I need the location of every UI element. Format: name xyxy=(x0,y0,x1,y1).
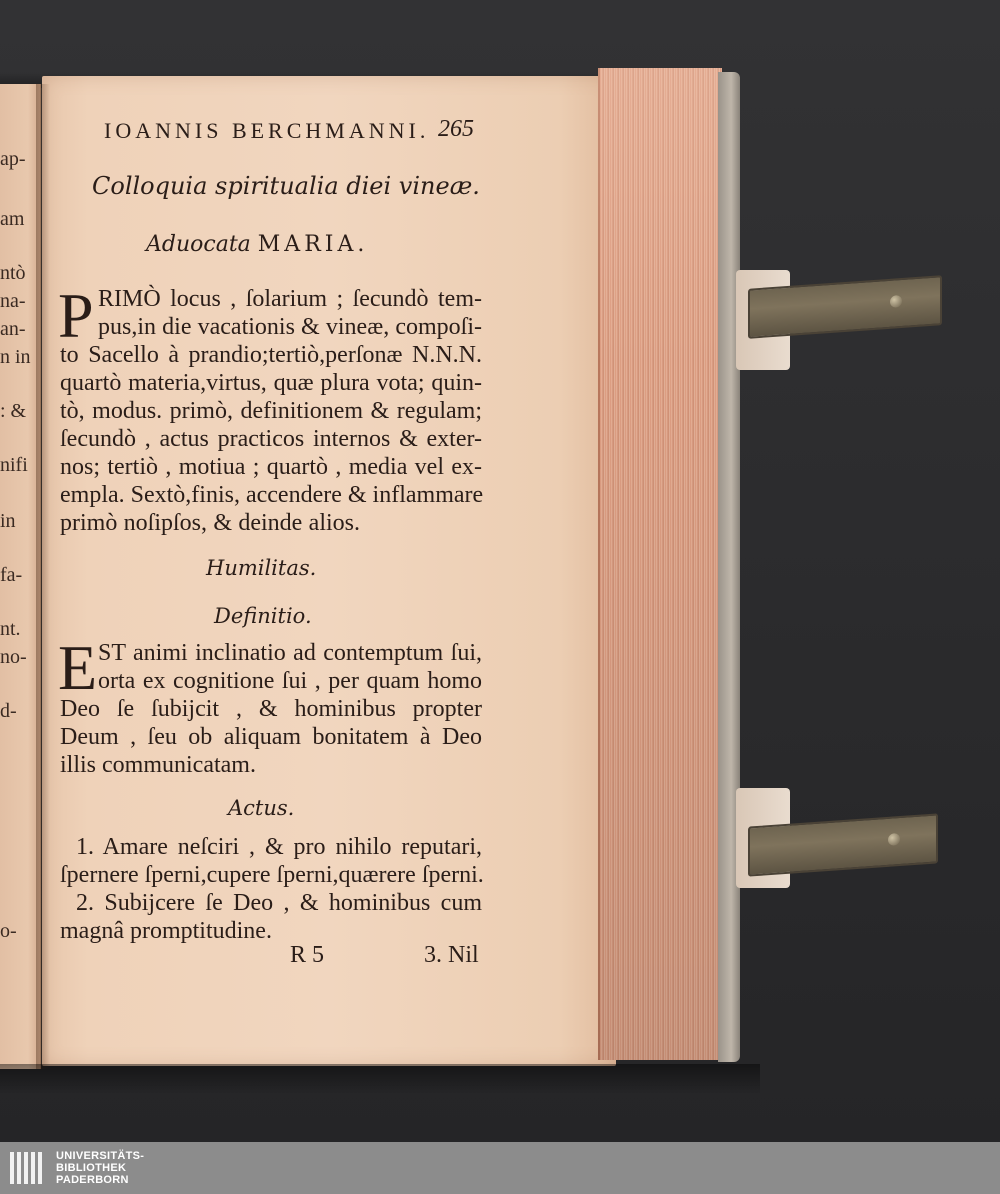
text-line: quartò materia,virtus, quæ plura vota; quin- xyxy=(60,370,482,396)
left-page-fragment: in xyxy=(0,510,16,532)
library-name xyxy=(56,1150,144,1186)
bottom-shadow xyxy=(0,1064,760,1094)
text-line: pus,in die vacationis & vineæ, compoſi- xyxy=(98,314,482,340)
left-page-fragment: nt. xyxy=(0,618,21,640)
left-page-fragment: d- xyxy=(0,700,17,722)
text-line: tò, modus. primò, definitionem & regulam; xyxy=(60,398,482,424)
text-line: Deum , ſeu ob aliquam bonitatem à Deo xyxy=(60,724,482,750)
heading-humilitas: Humilitas. xyxy=(206,556,317,580)
catchword: 3. Nil xyxy=(424,942,479,968)
left-page-fragment: n in xyxy=(0,346,31,368)
page-number: 265 xyxy=(438,116,474,142)
left-page-fragment: ap- xyxy=(0,148,26,170)
left-page-fragment: am xyxy=(0,208,25,230)
left-page-fragment: o- xyxy=(0,920,17,942)
text-line: to Sacello à prandio;tertiò,perſonæ N.N.N. xyxy=(60,342,482,368)
text-line: empla. Sextò,finis, accendere & inflammare xyxy=(60,482,484,508)
text-line: 2. Subijcere ſe Deo , & hominibus cum xyxy=(76,890,482,916)
running-head: IOANNIS BERCHMANNI. xyxy=(104,118,430,143)
text-line: RIMÒ locus , ſolarium ; ſecundò tem- xyxy=(98,286,482,312)
heading-actus: Actus. xyxy=(228,796,295,820)
library-line-1: UNIVERSITÄTS- xyxy=(56,1150,145,1162)
text-line: 1. Amare neſciri , & pro nihilo reputari, xyxy=(76,834,482,860)
left-page-fragment: : & xyxy=(0,400,27,422)
text-line: primò noſipſos, & deinde alios. xyxy=(60,510,360,536)
subtitle xyxy=(146,232,1000,257)
left-page-fragment: fa- xyxy=(0,564,23,586)
left-page-fragment: ntò xyxy=(0,262,26,284)
text-line: orta ex cognitione ſui , per quam homo xyxy=(98,668,482,694)
footer-bar xyxy=(0,1142,1000,1194)
signature-mark: R 5 xyxy=(290,942,325,968)
text-line: Deo ſe ſubijcit , & hominibus propter xyxy=(60,696,482,722)
library-logo-icon xyxy=(10,1152,44,1184)
text-line: illis communicatam. xyxy=(60,752,256,778)
left-page-fragment: no- xyxy=(0,646,27,668)
rivet-icon xyxy=(890,295,902,308)
gutter-shadow xyxy=(36,84,50,1069)
drop-cap-p: P xyxy=(58,280,94,351)
rivet-icon xyxy=(888,833,900,846)
library-line-2: BIBLIOTHEK xyxy=(56,1162,127,1174)
text-line: magnâ promptitudine. xyxy=(60,918,272,944)
text-line: ſpernere ſperni,cupere ſperni,quærere ſperni. xyxy=(60,862,484,888)
library-line-3: PADERBORN xyxy=(56,1174,129,1186)
left-page-fragment: an- xyxy=(0,318,26,340)
subtitle-italic: Aduocata xyxy=(146,232,251,257)
page-title: Colloquia spiritualia diei vineæ. xyxy=(92,172,480,200)
subtitle-caps: MARIA. xyxy=(257,232,369,257)
heading-definitio: Definitio. xyxy=(214,604,312,628)
left-page-fragment: na- xyxy=(0,290,26,312)
text-line: ſecundò , actus practicos internos & exter- xyxy=(60,426,482,452)
left-page-fragment: nifi xyxy=(0,454,28,476)
text-line: nos; tertiò , motiua ; quartò , media vel ex- xyxy=(60,454,482,480)
text-line: ST animi inclinatio ad contemptum ſui, xyxy=(98,640,482,666)
drop-cap-e: E xyxy=(58,632,98,703)
